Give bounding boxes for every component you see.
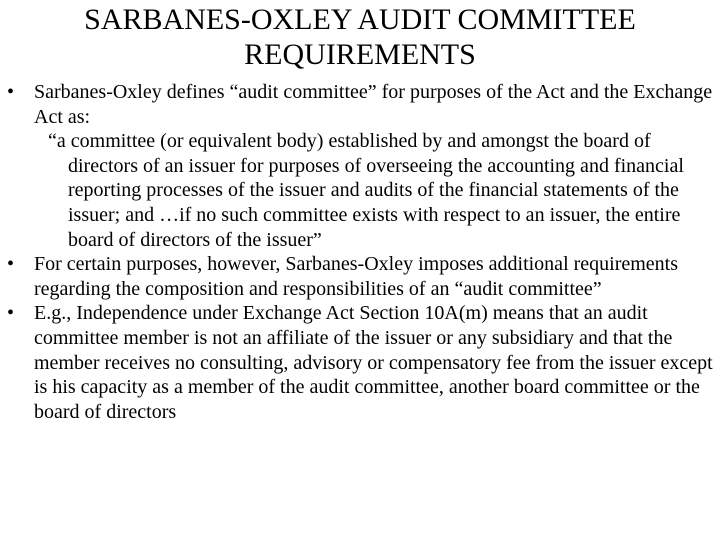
bullet-item: [0, 80, 720, 129]
slide-body: [0, 80, 720, 424]
bullet-text: For certain purposes, however, Sarbanes-Oxley imposes additional requirements regarding the composition and responsibilities of an “audit committee”: [34, 253, 679, 300]
bullet-marker: •: [7, 81, 15, 103]
bullet-text: E.g., Independence under Exchange Act Section 10A(m) means that an audit committee member is not an affiliate of the issuer or any subsidiary and that the member receives no consulting, advisory or compensatory fee from the issuer except is his capacity as a member of the audit committee, another board committee or the board of directors: [34, 302, 713, 423]
bullet-marker: •: [7, 253, 15, 276]
slide-title-line-1: SARBANES-OXLEY AUDIT COMMITTEE: [84, 3, 636, 36]
bullet-item: [0, 301, 720, 424]
bullet-marker: •: [7, 302, 15, 325]
bullet-item: [0, 252, 720, 301]
bullet-text: Sarbanes-Oxley defines “audit committee” for purposes of the Act and the Exchange Act as:: [34, 81, 713, 128]
slide-title: [0, 2, 720, 72]
definition-quote: “a committee (or equivalent body) established by and amongst the board of directors of an issuer for purposes of overseeing the accounting and financial reporting processes of the issuer and audits of the financial statements of the issuer; and …if no such committee exists with respect to an issuer, the entire board of directors of the issuer”: [48, 130, 684, 251]
slide-title-line-2: REQUIREMENTS: [244, 38, 476, 71]
